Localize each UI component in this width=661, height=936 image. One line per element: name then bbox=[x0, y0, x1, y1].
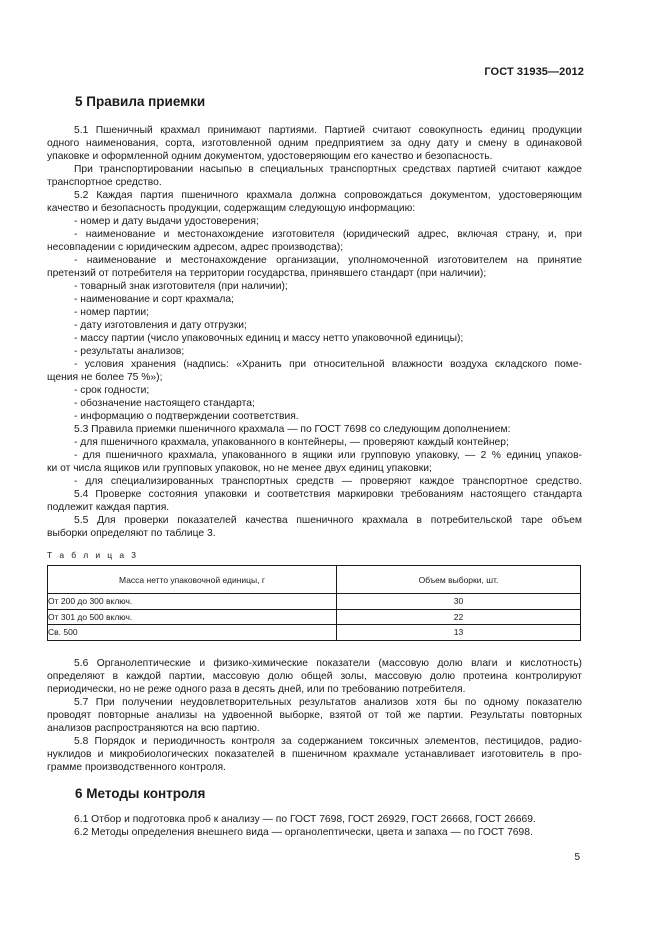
text-line: проводят повторные анализы на удвоенной выборке, взятой от той же партии. Результаты повторных bbox=[47, 710, 582, 721]
table-header-cell: Объем выборки, шт. bbox=[337, 566, 581, 594]
list-item: - срок годности; bbox=[74, 385, 150, 396]
text-line: грамме производственного контроля. bbox=[47, 762, 226, 773]
text-line: 5.6 Органолептические и физико-химические показатели (массовую долю влаги и кислотность) bbox=[74, 658, 582, 669]
list-item: - массу партии (число упаковочных единиц и массу нетто упаковочной единицы); bbox=[74, 333, 464, 344]
text-line: периодически, но не реже одного раза в десять дней, или по требованию потребителя. bbox=[47, 684, 466, 695]
list-item: - условия хранения (надпись: «Хранить при относительной влажности воздуха складского поме- bbox=[74, 359, 582, 370]
text-line: подлежит каждая партия. bbox=[47, 502, 170, 513]
text-line: 5.2 Каждая партия пшеничного крахмала должна сопровождаться документом, удостоверяющим bbox=[74, 190, 582, 201]
table-row bbox=[48, 625, 581, 641]
document-id: ГОСТ 31935—2012 bbox=[484, 66, 584, 78]
section-5-text-part-1 bbox=[47, 124, 582, 540]
text-line: одного наименования, сорта, изготовленной одним предприятием за одну дату и смену в одинаковой bbox=[47, 138, 582, 149]
text-line: несовпадении с юридическим адресом, адрес производства); bbox=[47, 242, 344, 253]
text-line: качество и безопасность продукции, содержащим следующую информацию: bbox=[47, 203, 416, 214]
text-line: 5.4 Проверке состояния упаковки и соответствия маркировки требованиям настоящего стандарта bbox=[74, 489, 582, 500]
text-line: 5.3 Правила приемки пшеничного крахмала — по ГОСТ 7698 со следующим дополнением: bbox=[74, 424, 511, 435]
list-item: - для специализированных транспортных средств — проверяют каждое транспортное средство. bbox=[74, 476, 582, 487]
text-line: 6.1 Отбор и подготовка проб к анализу — по ГОСТ 7698, ГОСТ 26929, ГОСТ 26668, ГОСТ 26669. bbox=[74, 814, 536, 825]
text-line: выборки определяют по таблице 3. bbox=[47, 528, 216, 539]
list-item: - информацию о подтверждении соответствия. bbox=[74, 411, 299, 422]
text-line: При транспортировании насыпью в специальных транспортных средствах партией считают каждое bbox=[74, 164, 582, 175]
list-item: - номер партии; bbox=[74, 307, 149, 318]
list-item: - для пшеничного крахмала, упакованного в ящики или групповую упаковку, — 2 % единиц упаков- bbox=[74, 450, 582, 461]
section-6-heading: 6 Методы контроля bbox=[75, 786, 206, 801]
list-item: - наименование и местонахождение изготовителя (юридический адрес, включая страну, и, при bbox=[74, 229, 582, 240]
list-item: - наименование и сорт крахмала; bbox=[74, 294, 234, 305]
text-line: щения не более 75 %»); bbox=[47, 372, 163, 383]
table-cell: Св. 500 bbox=[48, 625, 337, 641]
text-line: 5.5 Для проверки показателей качества пшеничного крахмала в потребительской таре объем bbox=[74, 515, 582, 526]
text-line: определяют в каждой партии, массовую долю общей золы, массовую долю протеина контролируют bbox=[47, 671, 582, 682]
table-cell: 13 bbox=[337, 625, 581, 641]
table-cell: 22 bbox=[337, 609, 581, 625]
text-line: 5.8 Порядок и периодичность контроля за содержанием токсичных элементов, пестицидов, радио- bbox=[74, 736, 582, 747]
list-item: - результаты анализов; bbox=[74, 346, 185, 357]
table-header-row bbox=[48, 566, 581, 594]
list-item: - для пшеничного крахмала, упакованного в контейнеры, — проверяют каждый контейнер; bbox=[74, 437, 509, 448]
text-line: 5.7 При получении неудовлетворительных результатов анализов хотя бы по одному показателю bbox=[74, 697, 582, 708]
list-item: - дату изготовления и дату отгрузки; bbox=[74, 320, 247, 331]
text-line: упаковке и оформленной одним документом, удостоверяющим его качество и безопасность. bbox=[47, 151, 493, 162]
text-line: ки от числа ящиков или групповых упаковок, но не менее двух единиц упаковки; bbox=[47, 463, 432, 474]
text-line: анализов распространяются на всю партию. bbox=[47, 723, 260, 734]
list-item: - наименование и местонахождение организации, уполномоченной изготовителем на принятие bbox=[74, 255, 582, 266]
table-cell: 30 bbox=[337, 594, 581, 610]
text-line: транспортное средство. bbox=[47, 177, 162, 188]
text-line: претензий от потребителя на территории государства, принявшего стандарт (при наличии); bbox=[47, 268, 487, 279]
section-6-text bbox=[47, 813, 582, 839]
table-header-cell: Масса нетто упаковочной единицы, г bbox=[48, 566, 337, 594]
text-line: 5.1 Пшеничный крахмал принимают партиями. Партией считают совокупность единиц продукции bbox=[74, 125, 582, 136]
list-item: - товарный знак изготовителя (при наличии); bbox=[74, 281, 288, 292]
table-caption: Т а б л и ц а 3 bbox=[47, 550, 139, 560]
list-item: - обозначение настоящего стандарта; bbox=[74, 398, 255, 409]
section-5-heading: 5 Правила приемки bbox=[75, 94, 206, 109]
table-cell: От 301 до 500 включ. bbox=[48, 609, 337, 625]
text-line: 6.2 Методы определения внешнего вида — органолептически, цвета и запаха — по ГОСТ 7698. bbox=[74, 827, 533, 838]
section-5-text-part-2 bbox=[47, 657, 582, 774]
list-item: - номер и дату выдачи удостоверения; bbox=[74, 216, 259, 227]
text-line: нуклидов и микробиологических показателей в пшеничном крахмале устанавливает изготовитель в про- bbox=[47, 749, 582, 760]
table-row bbox=[48, 594, 581, 610]
table-cell: От 200 до 300 включ. bbox=[48, 594, 337, 610]
page-number: 5 bbox=[574, 852, 580, 863]
table-row bbox=[48, 609, 581, 625]
sample-size-table bbox=[47, 565, 581, 641]
